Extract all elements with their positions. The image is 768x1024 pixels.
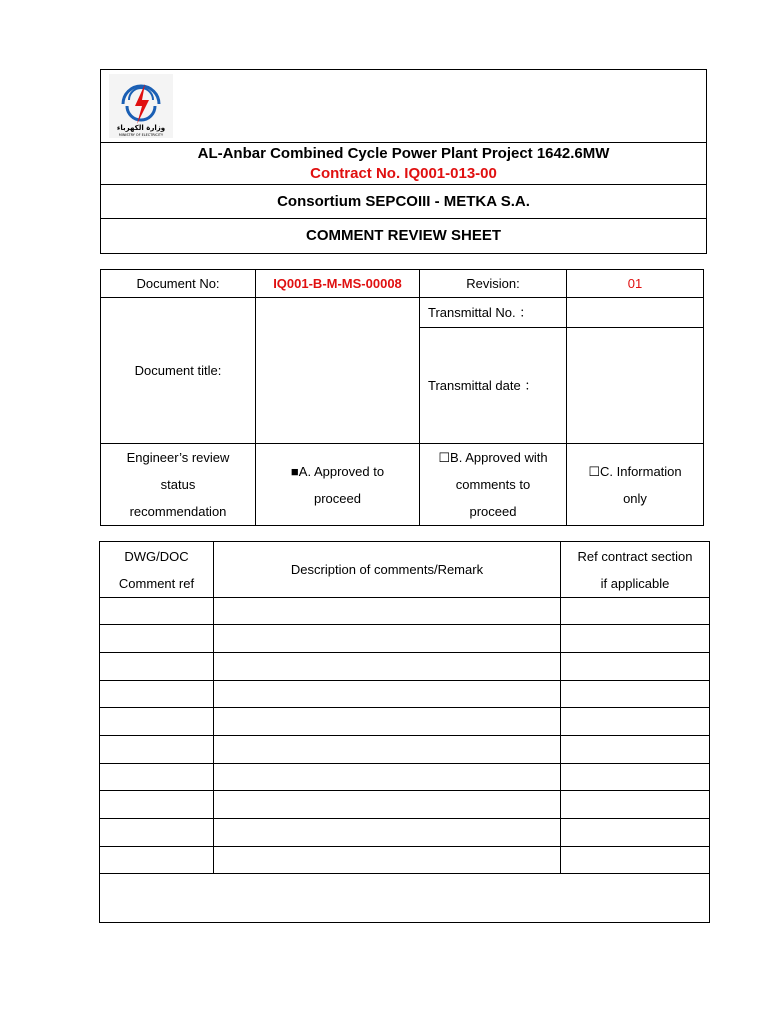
ministry-logo	[109, 74, 173, 138]
comment-ref-cell[interactable]	[100, 625, 214, 653]
comment-description-cell[interactable]	[214, 681, 561, 708]
logo-cell	[101, 70, 706, 142]
review-status-row	[101, 444, 704, 526]
review-label-line-3: recommendation	[129, 504, 227, 519]
consortium-row	[101, 184, 706, 219]
document-no-value: IQ001-B-M-MS-00008	[256, 270, 420, 298]
comments-table	[99, 541, 710, 923]
sheet-title: COMMENT REVIEW SHEET	[305, 227, 501, 244]
col3-line-2: if applicable	[600, 575, 670, 591]
contract-section-cell[interactable]	[561, 847, 710, 874]
logo-english-text: MINISTRY OF ELECTRICITY	[118, 133, 164, 137]
contract-section-cell[interactable]	[561, 791, 710, 819]
comment-ref-cell[interactable]	[100, 791, 214, 819]
contract-section-cell[interactable]	[561, 653, 710, 681]
table-row	[100, 681, 710, 708]
option-c-line-1: C. Information	[600, 463, 682, 479]
column-header-contract-section	[561, 542, 710, 598]
option-information-only[interactable]	[567, 444, 704, 526]
comment-description-cell[interactable]	[214, 819, 561, 847]
review-label-line-1: Engineer’s review	[126, 450, 230, 465]
column-header-description: Description of comments/Remark	[214, 542, 561, 598]
comment-description-cell[interactable]	[214, 653, 561, 681]
option-c-line-2: only	[623, 490, 647, 506]
revision-value: 01	[567, 270, 704, 298]
table-row	[100, 791, 710, 819]
contract-section-cell[interactable]	[561, 736, 710, 764]
option-a-line-2: proceed	[314, 490, 361, 506]
comment-ref-cell[interactable]	[100, 653, 214, 681]
option-b-line-3: proceed	[469, 504, 517, 519]
transmittal-date-value[interactable]	[567, 328, 704, 444]
table-row	[100, 847, 710, 874]
comment-description-cell[interactable]	[214, 598, 561, 625]
option-a-line-1: A. Approved to	[298, 463, 385, 479]
review-status-label	[101, 444, 256, 526]
checked-box-icon[interactable]: ■	[290, 463, 299, 479]
contract-section-cell[interactable]	[561, 708, 710, 736]
col1-line-2: Comment ref	[118, 575, 195, 591]
unchecked-box-icon[interactable]: ☐	[588, 463, 600, 479]
comment-description-cell[interactable]	[214, 708, 561, 736]
column-header-ref	[100, 542, 214, 598]
contract-section-cell[interactable]	[561, 681, 710, 708]
document-title-value[interactable]	[256, 298, 420, 444]
table-row	[100, 598, 710, 625]
table-row	[100, 625, 710, 653]
sheet-title-row	[101, 218, 706, 254]
comment-ref-cell[interactable]	[100, 847, 214, 874]
revision-label: Revision:	[420, 270, 567, 298]
transmittal-no-row	[101, 298, 704, 328]
comment-description-cell[interactable]	[214, 625, 561, 653]
comments-footer-cell[interactable]	[100, 874, 710, 923]
comment-description-cell[interactable]	[214, 736, 561, 764]
comment-description-cell[interactable]	[214, 791, 561, 819]
table-row	[100, 708, 710, 736]
comment-ref-cell[interactable]	[100, 681, 214, 708]
review-label-line-2: status	[160, 477, 196, 492]
comment-ref-cell[interactable]	[100, 598, 214, 625]
unchecked-box-icon[interactable]: ☐	[438, 450, 451, 465]
contract-section-cell[interactable]	[561, 819, 710, 847]
comments-header-row	[100, 542, 710, 598]
option-b-line-2: comments to	[455, 477, 531, 492]
document-info-table	[100, 269, 704, 526]
table-row	[100, 764, 710, 791]
table-row	[100, 819, 710, 847]
consortium-name: Consortium SEPCOIII - METKA S.A.	[277, 193, 530, 210]
document-title-label: Document title:	[101, 298, 256, 444]
table-row	[100, 653, 710, 681]
comment-ref-cell[interactable]	[100, 819, 214, 847]
logo-arabic-text: وزارة الكهرباء	[116, 124, 166, 132]
contract-section-cell[interactable]	[561, 764, 710, 791]
comment-ref-cell[interactable]	[100, 708, 214, 736]
transmittal-no-label: Transmittal No. ：	[420, 298, 567, 328]
document-number-row	[101, 270, 704, 298]
project-title-row	[101, 142, 706, 185]
option-approved-with-comments[interactable]	[420, 444, 567, 526]
contract-number: Contract No. IQ001-013-00	[310, 165, 497, 182]
transmittal-no-value[interactable]	[567, 298, 704, 328]
comment-description-cell[interactable]	[214, 847, 561, 874]
table-row	[100, 736, 710, 764]
col3-line-1: Ref contract section	[577, 548, 693, 564]
option-b-line-1: B. Approved with	[450, 450, 548, 465]
document-header	[100, 69, 707, 254]
comment-ref-cell[interactable]	[100, 764, 214, 791]
project-title: AL-Anbar Combined Cycle Power Plant Project 1642.6MW	[197, 145, 610, 162]
comment-ref-cell[interactable]	[100, 736, 214, 764]
contract-section-cell[interactable]	[561, 598, 710, 625]
comments-footer-row	[100, 874, 710, 923]
contract-section-cell[interactable]	[561, 625, 710, 653]
comment-description-cell[interactable]	[214, 764, 561, 791]
col1-line-1: DWG/DOC	[124, 548, 189, 564]
option-approved[interactable]	[256, 444, 420, 526]
transmittal-date-label: Transmittal date ：	[420, 328, 567, 444]
document-no-label: Document No:	[101, 270, 256, 298]
